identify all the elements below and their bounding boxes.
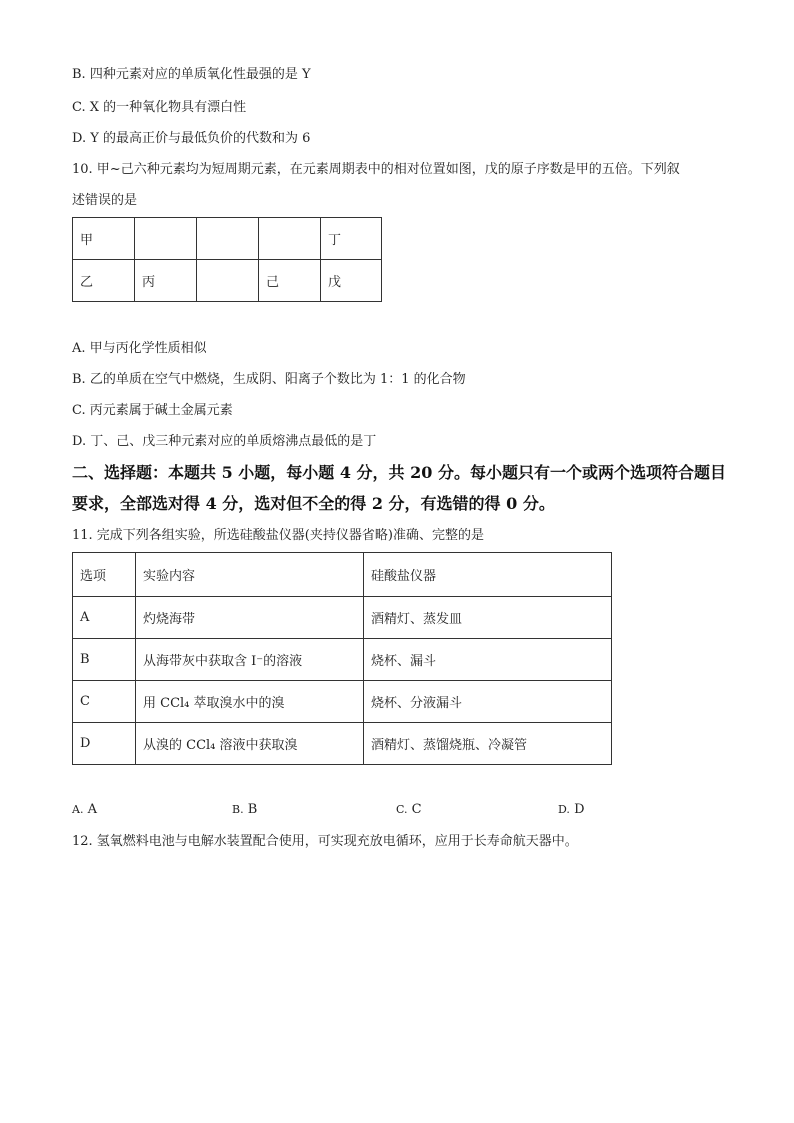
q11-stem: 11. 完成下列各组实验，所选硅酸盐仪器(夹持仪器省略)准确、完整的是 xyxy=(72,528,484,543)
table-cell: 酒精灯、蒸馏烧瓶、冷凝管 xyxy=(364,723,612,765)
table-cell: 烧杯、漏斗 xyxy=(364,639,612,681)
choice-value: A xyxy=(87,802,97,817)
table-row xyxy=(73,681,612,723)
table-row xyxy=(73,723,612,765)
table-row xyxy=(73,597,612,639)
choice-letter: A. xyxy=(72,803,84,816)
periodic-position-table xyxy=(72,217,382,302)
table-row xyxy=(73,639,612,681)
choice-letter: C. xyxy=(396,803,408,816)
choice-letter: B. xyxy=(232,803,244,816)
table-cell: 己 xyxy=(259,260,321,302)
table-cell: 用 CCl₄ 萃取溴水中的溴 xyxy=(136,681,364,723)
table-cell: D xyxy=(73,723,136,765)
q12-stem: 12. 氢氧燃料电池与电解水装置配合使用，可实现充放电循环，应用于长寿命航天器中。 xyxy=(72,834,578,849)
table-cell: 甲 xyxy=(73,218,135,260)
table-cell: 灼烧海带 xyxy=(136,597,364,639)
table-cell: 丁 xyxy=(321,218,382,260)
table-cell: 酒精灯、蒸发皿 xyxy=(364,597,612,639)
table-cell xyxy=(197,218,259,260)
q10-stem-line1: 10. 甲~己六种元素均为短周期元素，在元素周期表中的相对位置如图，戊的原子序数是甲的五倍。下列叙 xyxy=(72,162,680,177)
table-header-cell: 实验内容 xyxy=(136,553,364,597)
prev-option-c: C. X 的一种氧化物具有漂白性 xyxy=(72,100,247,115)
q10-option-d: D. 丁、己、戊三种元素对应的单质熔沸点最低的是丁 xyxy=(72,434,377,449)
table-header-cell: 硅酸盐仪器 xyxy=(364,553,612,597)
section2-heading-line2: 要求，全部选对得 4 分，选对但不全的得 2 分，有选错的得 0 分。 xyxy=(72,494,555,513)
choice-b[interactable] xyxy=(232,802,257,817)
table-cell: 乙 xyxy=(73,260,135,302)
table-cell xyxy=(259,218,321,260)
choice-a[interactable] xyxy=(72,802,97,817)
table-cell: B xyxy=(73,639,136,681)
table-cell xyxy=(197,260,259,302)
table-cell: C xyxy=(73,681,136,723)
choice-value: D xyxy=(574,802,585,817)
table-cell: 丙 xyxy=(135,260,197,302)
choice-d[interactable] xyxy=(558,802,585,817)
table-cell: 戊 xyxy=(321,260,382,302)
choice-letter: D. xyxy=(558,803,570,816)
choice-value: C xyxy=(411,802,422,817)
section2-heading-line1: 二、选择题：本题共 5 小题，每小题 4 分，共 20 分。每小题只有一个或两个选项符合题目 xyxy=(72,463,726,482)
table-cell xyxy=(135,218,197,260)
q11-instrument-table xyxy=(72,552,612,765)
choice-value: B xyxy=(247,802,258,817)
prev-option-d: D. Y 的最高正价与最低负价的代数和为 6 xyxy=(72,131,311,146)
prev-option-b: B. 四种元素对应的单质氧化性最强的是 Y xyxy=(72,67,311,82)
q10-option-b: B. 乙的单质在空气中燃烧，生成阴、阳离子个数比为 1：1 的化合物 xyxy=(72,372,466,387)
q10-option-a: A. 甲与丙化学性质相似 xyxy=(72,341,207,356)
q10-option-c: C. 丙元素属于碱土金属元素 xyxy=(72,403,233,418)
table-cell: 烧杯、分液漏斗 xyxy=(364,681,612,723)
table-header-cell: 选项 xyxy=(73,553,136,597)
table-cell: A xyxy=(73,597,136,639)
table-cell: 从溴的 CCl₄ 溶液中获取溴 xyxy=(136,723,364,765)
q11-choices xyxy=(72,802,632,822)
q10-stem-line2: 述错误的是 xyxy=(72,193,138,208)
table-cell: 从海带灰中获取含 I⁻的溶液 xyxy=(136,639,364,681)
choice-c[interactable] xyxy=(396,802,422,817)
